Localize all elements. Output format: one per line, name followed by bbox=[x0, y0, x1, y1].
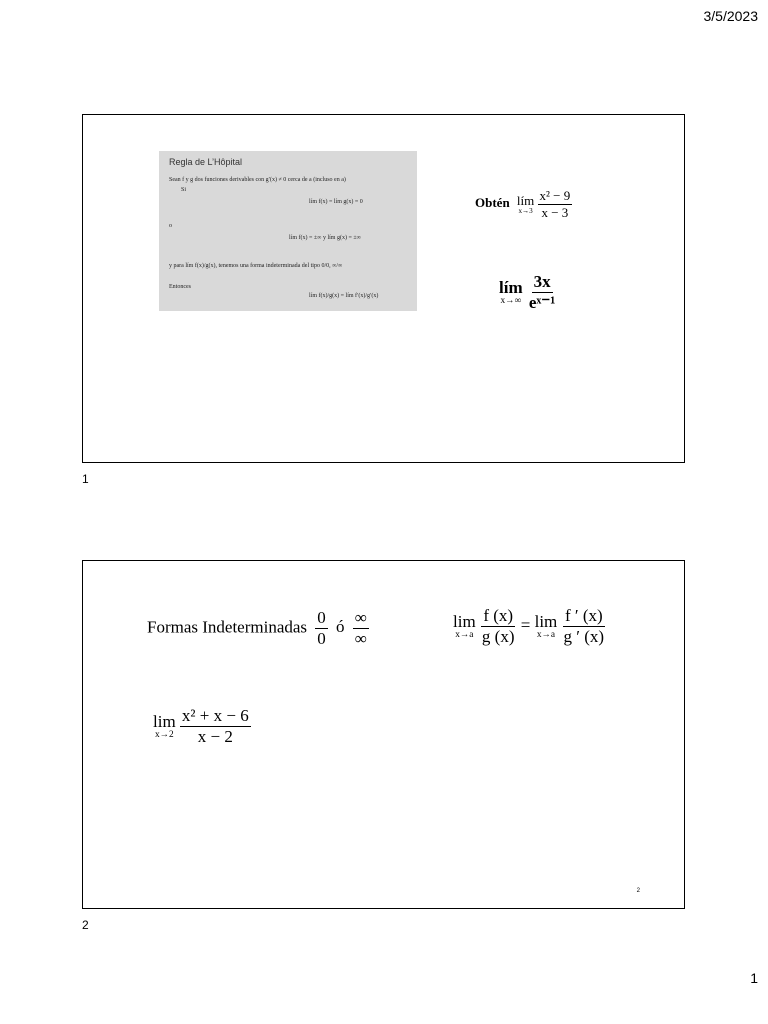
slide-footer-number: 2 bbox=[636, 888, 640, 894]
denominator: ∞ bbox=[354, 628, 367, 648]
limit-label: lim bbox=[453, 611, 476, 631]
numerator: ∞ bbox=[354, 608, 367, 627]
numerator: f (x) bbox=[483, 606, 514, 625]
slide-1 bbox=[82, 114, 685, 463]
rule-result: lím f(x)/g(x) = lím f′(x)/g′(x) bbox=[309, 293, 379, 299]
rule-text-or: o bbox=[169, 223, 172, 229]
example-limit-1 bbox=[475, 189, 572, 219]
denominator: eˣ⁻¹ bbox=[528, 292, 556, 312]
limit-operator bbox=[517, 194, 534, 215]
numerator: x² + x − 6 bbox=[181, 706, 249, 725]
slide-number: 2 bbox=[82, 918, 89, 932]
lhopital-formula bbox=[453, 607, 606, 646]
numerator: 0 bbox=[317, 608, 326, 627]
example-prefix: Obtén bbox=[475, 195, 510, 211]
heading-text: Formas Indeterminadas bbox=[147, 617, 308, 637]
limit-subscript: x→∞ bbox=[500, 295, 522, 306]
rule-condition-1: lím f(x) = lím g(x) = 0 bbox=[309, 199, 363, 205]
denominator: g ′ (x) bbox=[563, 626, 605, 646]
numerator: 3x bbox=[533, 272, 551, 291]
rule-text-line: y para lím f(x)/g(x), tenemos una forma indeterminada del tipo 0/0, ∞/∞ bbox=[169, 263, 343, 269]
fraction bbox=[480, 607, 517, 646]
rule-condition-2: lím f(x) = ±∞ y lím g(x) = ±∞ bbox=[289, 235, 361, 241]
indeterminate-forms-heading bbox=[147, 609, 369, 648]
limit-label: lím bbox=[516, 192, 535, 208]
fraction bbox=[527, 273, 557, 312]
example-limit-3 bbox=[153, 707, 251, 746]
denominator: 0 bbox=[317, 628, 326, 648]
equals-sign: = bbox=[520, 615, 531, 635]
limit-label: lim bbox=[153, 711, 176, 731]
limit-label: lim bbox=[534, 611, 558, 631]
limit-subscript: x→3 bbox=[518, 206, 533, 215]
numerator: f ′ (x) bbox=[564, 606, 603, 625]
limit-operator bbox=[535, 613, 558, 640]
rule-title: Regla de L’Hôpital bbox=[169, 157, 243, 167]
limit-subscript: x→a bbox=[536, 629, 556, 640]
denominator: x − 2 bbox=[197, 726, 233, 746]
limit-subscript: x→2 bbox=[154, 729, 174, 740]
document-date: 3/5/2023 bbox=[703, 8, 758, 24]
slide-number: 1 bbox=[82, 472, 89, 486]
rule-text-line: Entonces bbox=[169, 284, 191, 290]
limit-operator bbox=[153, 713, 176, 740]
limit-operator bbox=[453, 613, 476, 640]
limit-operator bbox=[499, 279, 523, 306]
fraction-zero-zero bbox=[315, 609, 328, 648]
fraction-infinity-infinity bbox=[353, 609, 369, 648]
numerator: x² − 9 bbox=[539, 188, 571, 203]
fraction bbox=[562, 607, 607, 646]
limit-subscript: x→a bbox=[455, 629, 474, 640]
slide-2 bbox=[82, 560, 685, 909]
fraction bbox=[538, 189, 573, 219]
denominator: x − 3 bbox=[541, 204, 569, 220]
page-number: 1 bbox=[750, 970, 758, 986]
rule-text-line: Si bbox=[181, 187, 187, 193]
limit-label: lím bbox=[499, 277, 523, 297]
lhopital-rule-box bbox=[159, 151, 417, 311]
connector-text: ó bbox=[336, 617, 345, 637]
example-limit-2 bbox=[499, 273, 557, 312]
fraction bbox=[180, 707, 251, 746]
rule-text-line: Sean f y g dos funciones derivables con g′(x) ≠ 0 cerca de a (incluso en a) bbox=[169, 177, 346, 183]
denominator: g (x) bbox=[481, 626, 515, 646]
